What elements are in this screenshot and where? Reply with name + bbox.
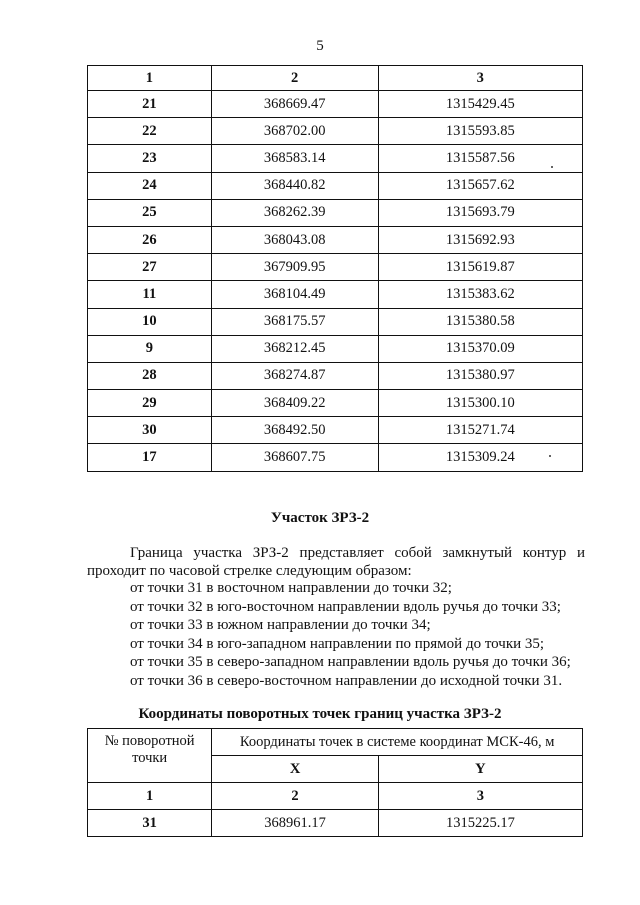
table-row	[88, 254, 583, 281]
y-coordinate-cell: 1315692.93	[378, 226, 582, 253]
point-number-cell: 22	[88, 118, 212, 145]
coordinates-table	[87, 728, 583, 837]
y-coordinate-cell: 1315587.56	[378, 145, 582, 172]
table-row	[88, 335, 583, 362]
x-coordinate-cell: 2	[211, 66, 378, 91]
y-coordinate-cell: 1315309.24	[378, 444, 582, 471]
boundary-description-item: от точки 35 в северо-западном направлении вдоль ручья до точки 36;	[130, 654, 571, 671]
point-number-cell: 1	[88, 66, 212, 91]
num-cell-3: 3	[378, 783, 582, 810]
num-cell-1: 1	[88, 783, 212, 810]
table-row	[88, 362, 583, 389]
boundary-description-item: от точки 32 в юго-восточном направлении вдоль ручья до точки 33;	[130, 598, 561, 615]
table-row	[88, 199, 583, 226]
y-coordinate-cell: 3	[378, 66, 582, 91]
point-number-cell: 27	[88, 254, 212, 281]
point-number-cell: 10	[88, 308, 212, 335]
y-coordinate-cell: 1315300.10	[378, 390, 582, 417]
point-number-cell: 31	[88, 810, 212, 837]
intro-line-2: проходит по часовой стрелке следующим образом:	[87, 563, 412, 579]
point-number-cell: 17	[88, 444, 212, 471]
y-coordinate-cell: 1315619.87	[378, 254, 582, 281]
table-row	[88, 444, 583, 471]
table-row	[88, 91, 583, 118]
x-coordinate-cell: 368043.08	[211, 226, 378, 253]
table-row	[88, 118, 583, 145]
header-coordinate-system: Координаты точек в системе координат МСК-46, м	[212, 729, 583, 756]
point-number-cell: 21	[88, 91, 212, 118]
header-point-number	[88, 729, 212, 783]
scan-speck	[549, 455, 551, 457]
point-number-cell: 11	[88, 281, 212, 308]
table-header-row	[88, 66, 583, 91]
section-title: Участок ЗРЗ-2	[270, 510, 370, 526]
table-row	[88, 308, 583, 335]
y-coordinate-cell: 1315693.79	[378, 199, 582, 226]
page-number: 5	[316, 38, 324, 54]
x-coordinate-cell: 368440.82	[211, 172, 378, 199]
point-number-cell: 26	[88, 226, 212, 253]
point-number-cell: 29	[88, 390, 212, 417]
x-coordinate-cell: 368607.75	[211, 444, 378, 471]
coordinates-table-title: Координаты поворотных точек границ участка ЗРЗ-2	[138, 706, 502, 722]
x-coordinate-cell: 368262.39	[211, 199, 378, 226]
y-coordinate-cell: 1315657.62	[378, 172, 582, 199]
boundary-description-item: от точки 33 в южном направлении до точки 34;	[130, 617, 431, 634]
table-row	[88, 145, 583, 172]
scan-speck	[551, 166, 553, 168]
x-coordinate-cell: 367909.95	[211, 254, 378, 281]
table-row	[88, 390, 583, 417]
coordinates-table-continued	[87, 65, 583, 472]
table-row	[88, 417, 583, 444]
boundary-description-list	[130, 579, 571, 691]
point-number-cell: 9	[88, 335, 212, 362]
table-row	[88, 226, 583, 253]
point-number-cell: 30	[88, 417, 212, 444]
y-coordinate-cell: 1315429.45	[378, 91, 582, 118]
y-coordinate-cell: 1315380.97	[378, 362, 582, 389]
header-y: Y	[378, 756, 582, 783]
point-number-cell: 24	[88, 172, 212, 199]
x-coordinate-cell: 368492.50	[211, 417, 378, 444]
point-number-cell: 28	[88, 362, 212, 389]
x-coordinate-cell: 368669.47	[211, 91, 378, 118]
header-point-number-line2: точки	[132, 750, 168, 766]
y-coordinate-cell: 1315380.58	[378, 308, 582, 335]
x-coordinate-cell: 368702.00	[211, 118, 378, 145]
x-coordinate-cell: 368274.87	[211, 362, 378, 389]
y-coordinate-cell: 1315271.74	[378, 417, 582, 444]
boundary-description-item: от точки 34 в юго-западном направлении по прямой до точки 35;	[130, 635, 545, 652]
header-point-number-line1: № поворотной	[104, 733, 195, 749]
point-number-cell: 25	[88, 199, 212, 226]
x-coordinate-cell: 368583.14	[211, 145, 378, 172]
table-row	[88, 281, 583, 308]
boundary-description-item: от точки 31 в восточном направлении до точки 32;	[130, 580, 452, 596]
x-coordinate-cell: 368212.45	[211, 335, 378, 362]
x-coordinate-cell: 368409.22	[211, 390, 378, 417]
x-coordinate-cell: 368104.49	[211, 281, 378, 308]
point-number-cell: 23	[88, 145, 212, 172]
y-coordinate-cell: 1315225.17	[378, 810, 582, 837]
num-cell-2: 2	[212, 783, 379, 810]
y-coordinate-cell: 1315383.62	[378, 281, 582, 308]
y-coordinate-cell: 1315370.09	[378, 335, 582, 362]
boundary-description-item: от точки 36 в северо-восточном направлении до исходной точки 31.	[130, 672, 563, 689]
header-x: X	[212, 756, 379, 783]
x-coordinate-cell: 368961.17	[212, 810, 379, 837]
table-row	[88, 172, 583, 199]
intro-line-1: Граница участка ЗРЗ-2 представляет собой замкнутый контур и	[130, 545, 585, 561]
x-coordinate-cell: 368175.57	[211, 308, 378, 335]
y-coordinate-cell: 1315593.85	[378, 118, 582, 145]
